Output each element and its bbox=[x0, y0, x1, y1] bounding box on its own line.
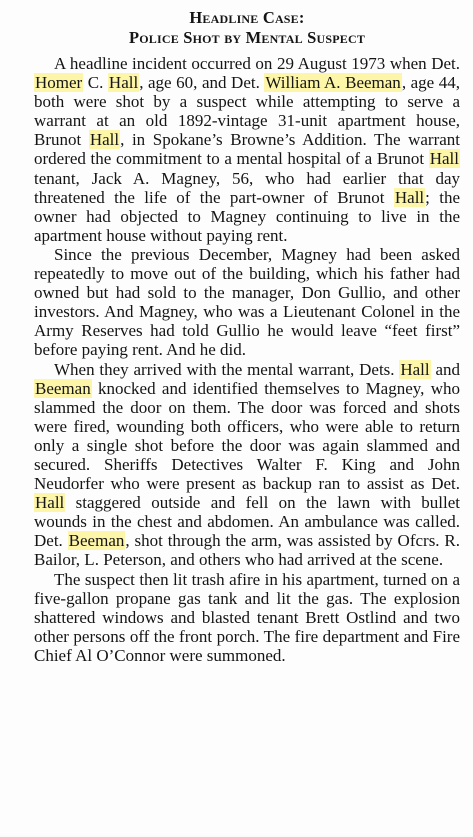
headline-label: Headline Case: bbox=[189, 8, 305, 27]
paragraph-text: , shot through the arm, was assisted by Ofcrs. R. Bailor, L. Peterson, and others who had arrived at the scene. bbox=[34, 531, 461, 570]
highlighted-name: Hall bbox=[429, 149, 459, 169]
paragraph-text: Since the previous December, Magney had been asked repeatedly to move out of the building, which his father had owned but had sold to the manager, Don Gullio, and other investors. And Magney, who was a Lieutenant Colonel in the Army Reserves had told Gullio he would leave “feet first” before paying rent. And he did. bbox=[34, 244, 460, 360]
highlighted-name: Hall bbox=[89, 130, 120, 150]
paragraph-text: , age 60, and Det. bbox=[139, 73, 265, 93]
headline-title: Police Shot by Mental Suspect bbox=[128, 28, 366, 47]
highlighted-name: Hall bbox=[394, 187, 425, 207]
highlighted-name: Hall bbox=[108, 73, 139, 93]
highlighted-name: William A. Beeman bbox=[265, 73, 401, 93]
highlighted-name: Hall bbox=[35, 493, 65, 513]
article bbox=[34, 6, 460, 665]
highlighted-name: Beeman bbox=[35, 378, 91, 398]
paragraph-text: C. bbox=[83, 73, 108, 93]
highlighted-name: Beeman bbox=[68, 531, 125, 551]
paragraph-text: , age 44, both were shot by a suspect while attempting to serve a warrant at an old 1892-vintage 31-unit apartment house, Brunot bbox=[34, 73, 461, 150]
article-paragraph bbox=[34, 570, 460, 665]
paragraph-text: and bbox=[430, 359, 461, 379]
article-paragraph bbox=[34, 245, 460, 360]
paragraph-text: A headline incident occurred on 29 August 1973 when Det. bbox=[54, 54, 460, 73]
article-paragraph bbox=[34, 360, 460, 570]
article-body bbox=[34, 54, 460, 665]
paragraph-text: staggered outside and fell on the lawn with bullet wounds in the chest and abdomen. An ambulance was called. Det. bbox=[34, 493, 460, 551]
article-paragraph bbox=[34, 54, 460, 245]
paragraph-text: tenant, Jack A. Magney, 56, who had earlier that day threatened the life of the part-owner of Brunot bbox=[34, 168, 460, 207]
paragraph-text: The suspect then lit trash afire in his apartment, turned on a five-gallon propane gas tank and lit the gas. The explosion shattered windows and blasted tenant Brett Ostlind and two other persons off the front porch. The fire department and Fire Chief Al O’Connor were summoned. bbox=[34, 569, 460, 665]
highlighted-name: Hall bbox=[400, 359, 430, 379]
paragraph-text: ; the owner had objected to Magney continuing to live in the apartment house without paying rent. bbox=[34, 187, 460, 245]
highlighted-name: Homer bbox=[35, 73, 83, 93]
paragraph-text: knocked and identified themselves to Magney, who slammed the door on them. The door was forced and shots were fired, wounding both officers, who were able to return only a single shot before the door was again slammed and secured. Sheriffs Detectives Walter F. King and John Neudorfer who were present as backup ran to assist as Det. bbox=[34, 378, 460, 494]
paragraph-text: , in Spokane’s Browne’s Addition. The warrant ordered the commitment to a mental hospital of a Brunot bbox=[34, 130, 460, 169]
paragraph-text: When they arrived with the mental warrant, Dets. bbox=[54, 359, 400, 379]
